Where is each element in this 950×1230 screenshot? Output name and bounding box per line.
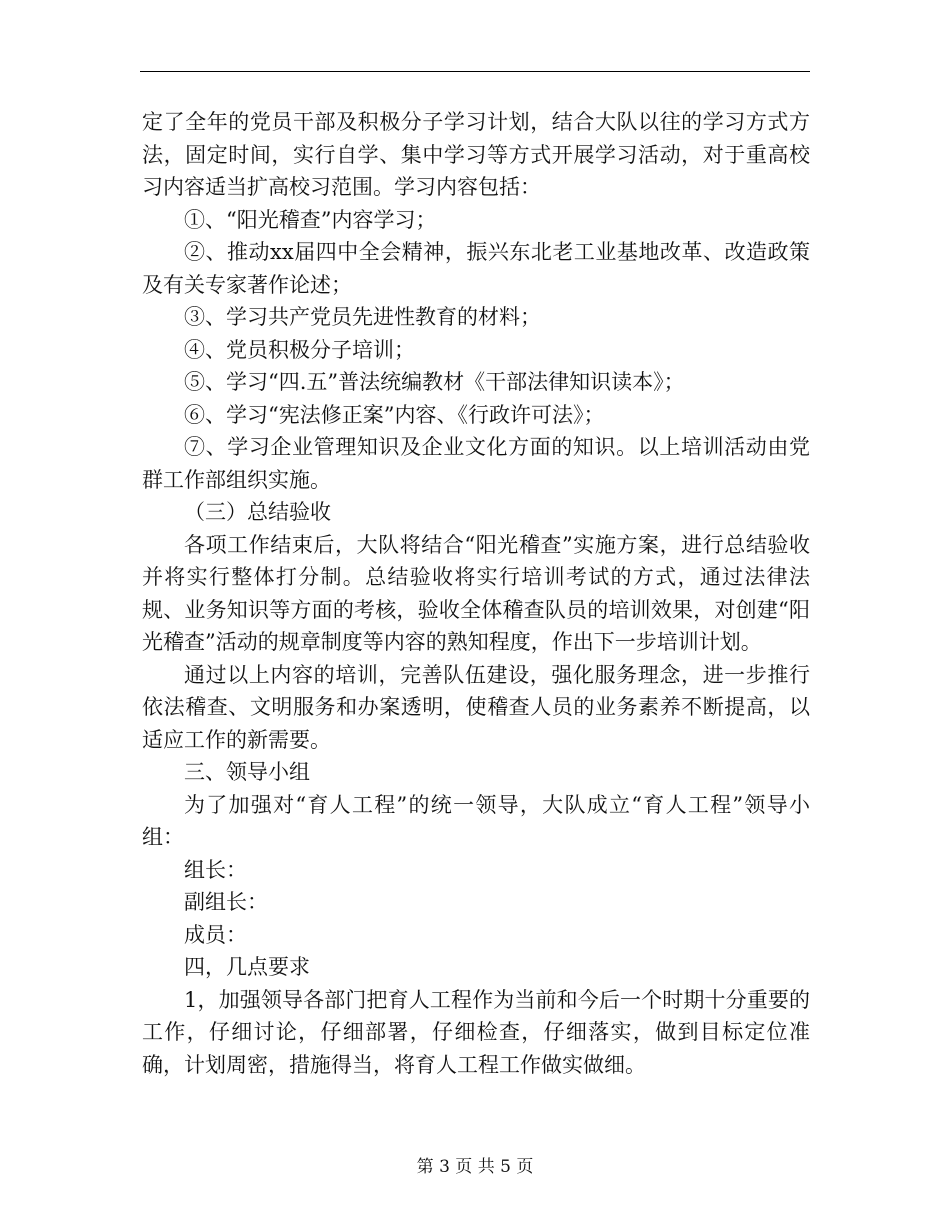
paragraph: ④、党员积极分子培训；	[184, 337, 415, 362]
paragraph: 成员：	[184, 922, 247, 947]
section-heading: 四，几点要求	[184, 955, 310, 979]
paragraph: 通过以上内容的培训，完善队伍建设，强化服务理念，进一步推行依法稽查、文明服务和办案透明，使稽查人员的业务素养不断提高，以适应工作的新需要。	[142, 662, 810, 752]
paragraph: ⑤、学习“四.五”普法统编教材《干部法律知识读本》；	[184, 370, 685, 394]
section-heading: （三）总结验收	[184, 500, 331, 524]
paragraph: 各项工作结束后，大队将结合“阳光稽查”实施方案，进行总结验收并将实行整体打分制。总结验收将实行培训考试的方式，通过法律法规、业务知识等方面的考核，验收全体稽查队员的培训效果，对创建“阳光稽查”活动的规章制度等内容的熟知程度，作出下一步培训计划。	[142, 532, 810, 654]
paragraph: ②、推动xx届四中全会精神，振兴东北老工业基地改革、改造政策及有关专家著作论述；	[142, 240, 810, 297]
page-number-footer: 第 3 页 共 5 页	[416, 1157, 534, 1177]
section-heading: 三、领导小组	[184, 760, 310, 784]
paragraph: ③、学习共产党员先进性教育的材料；	[184, 305, 541, 329]
paragraph: 为了加强对“育人工程”的统一领导，大队成立“育人工程”领导小组：	[142, 792, 810, 849]
paragraph: 1，加强领导各部门把育人工程作为当前和今后一个时期十分重要的工作，仔细讨论，仔细部署，仔细检查，仔细落实，做到目标定位准确，计划周密，措施得当，将育人工程工作做实做细。	[142, 987, 810, 1077]
body-text	[142, 106, 810, 1081]
paragraph: ①、“阳光稽查”内容学习；	[184, 207, 437, 232]
paragraph: 副组长：	[184, 890, 268, 914]
paragraph: ⑥、学习“宪法修正案”内容、《行政许可法》；	[184, 402, 605, 427]
paragraph: 定了全年的党员干部及积极分子学习计划，结合大队以往的学习方式方法，固定时间，实行自学、集中学习等方式开展学习活动，对于重高校习内容适当扩高校习范围。学习内容包括：	[142, 110, 810, 199]
header-rule	[140, 71, 810, 72]
paragraph: 组长：	[184, 857, 247, 882]
paragraph: ⑦、学习企业管理知识及企业文化方面的知识。以上培训活动由党群工作部组织实施。	[142, 435, 810, 492]
